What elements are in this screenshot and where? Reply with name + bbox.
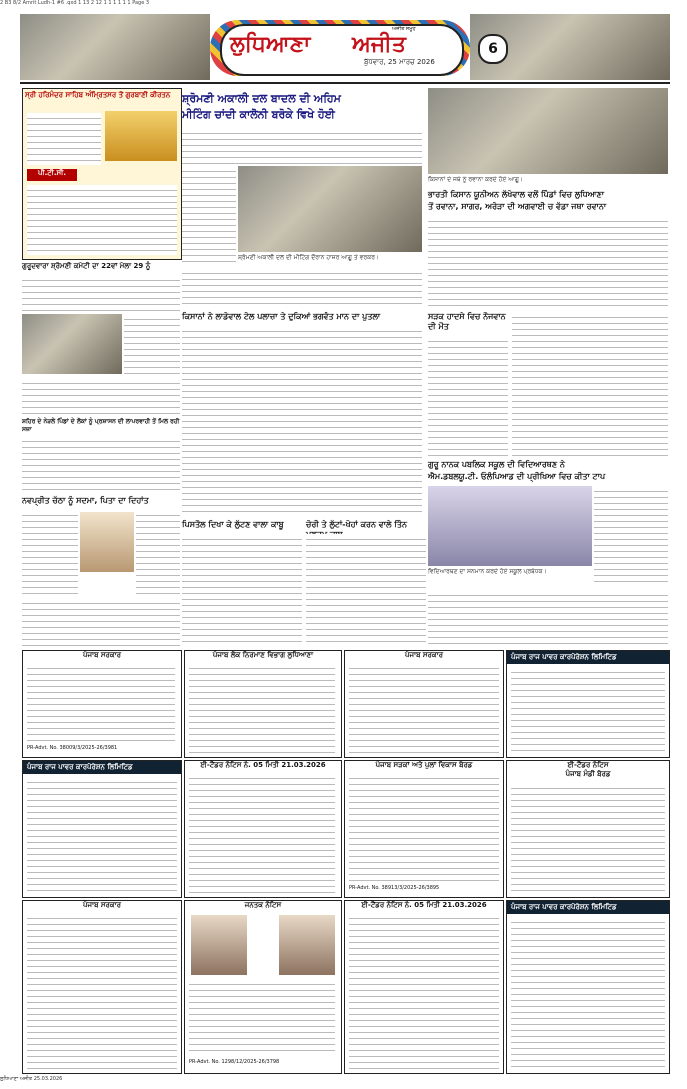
ad-pr-no: PR-Advt. No. 1298/12/2025-26/3798: [189, 1059, 280, 1065]
obit-story-text-2: [136, 510, 180, 596]
ad-tender-title: ਈ-ਟੈਂਡਰ ਨੋਟਿਸ ਨੰ. 05 ਮਿਤੀ 21.03.2026: [361, 901, 487, 909]
lead-headline-2: ਮੀਟਿੰਗ ਚਾਂਦੀ ਕਾਲੋਨੀ ਬਰੋਕੇ ਵਿਖੇ ਹੋਈ: [182, 108, 335, 121]
child-photo-1: [191, 915, 247, 975]
school-photo-caption: ਵਿਦਿਆਰਥਣ ਦਾ ਸਨਮਾਨ ਕਰਦੇ ਹੋਏ ਸਕੂਲ ਪ੍ਰਬੰਧਕ।: [428, 568, 547, 575]
theft-story-text: [306, 534, 426, 644]
school-story-text-2: [428, 590, 668, 646]
farmers-photo-caption: ਕਿਸਾਨਾਂ ਦੇ ਜਥੇ ਨੂੰ ਰਵਾਨਾ ਕਰਦੇ ਹੋਏ ਆਗੂ।: [428, 176, 523, 183]
accident-headline: ਸੜਕ ਹਾਦਸੇ ਵਿਚ ਨੌਜਵਾਨ ਦੀ ਮੌਤ: [428, 312, 506, 331]
ad-text: [27, 777, 177, 893]
fair-story-text-2: [124, 314, 180, 374]
school-headline-1: ਗੁਰੂ ਨਾਨਕ ਪਬਲਿਕ ਸਕੂਲ ਦੀ ਵਿਦਿਆਰਥਣ ਨੇ: [428, 460, 565, 469]
masthead-city: ਲੁਧਿਆਣਾ: [230, 32, 311, 57]
kirtan-ad-channel: ਪੀ.ਟੀ.ਸੀ.: [27, 169, 77, 181]
ad-text: [189, 663, 335, 753]
ad-text: [511, 917, 665, 1069]
protest-headline: ਕਿਸਾਨਾਂ ਨੇ ਲਾਡੋਵਾਲ ਟੋਲ ਪਲਾਜ਼ਾ ਤੇ ਦੁਕਿਆਂ ਭਗਵੰਤ ਮਾਨ ਦਾ ਪੁਤਲਾ: [182, 312, 381, 321]
lead-headline-1: ਸ਼੍ਰੋਮਣੀ ਅਕਾਲੀ ਦਲ ਬਾਦਲ ਦੀ ਅਹਿਮ: [182, 92, 341, 105]
ad-roads: [344, 760, 504, 898]
ad-text: [349, 913, 499, 1069]
ad-text: [27, 913, 177, 1069]
masthead: [20, 14, 670, 84]
masthead-photo-left: [20, 14, 210, 80]
kirtan-ad-text: [27, 113, 101, 165]
farmers-photo: [428, 88, 668, 174]
school-story-text: [594, 486, 668, 586]
kirtan-ad-title: ਸ੍ਰੀ ਹਰਿਮੰਦਰ ਸਾਹਿਬ ਅੰਮ੍ਰਿਤਸਰ ਤੋਂ ਗੁਰਬਾਣੀ ਕੀਰਤਨ: [25, 91, 171, 99]
ad-pspcl-3-title: ਪੰਜਾਬ ਰਾਜ ਪਾਵਰ ਕਾਰਪੋਰੇਸ਼ਨ ਲਿਮਿਟਿਡ: [507, 901, 669, 914]
ad-mandi-title: ਈ-ਟੈਂਡਰ ਨੋਟਿਸ: [567, 761, 609, 769]
farmers-story-text: [428, 216, 668, 308]
accident-story-text: [428, 336, 508, 456]
ad-punjab-sarkar-1: [22, 650, 182, 758]
ad-pspcl-2: [22, 760, 182, 898]
farmers-headline-1: ਭਾਰਤੀ ਕਿਸਾਨ ਯੂਨੀਅਨ ਲੱਖੋਵਾਲ ਵਲੋਂ ਪਿੰਡਾਂ ਵਿਚ ਲੁਧਿਆਣਾ: [428, 190, 604, 199]
print-slug: 2 B3 8/2 Amrit Ludh-1 #6 .qxd 1 13 2 12 1 1 1 1 1 1 Page 3: [0, 0, 150, 6]
ad-tender: [344, 900, 504, 1074]
masthead-core: [220, 24, 464, 76]
ad-university-title: ਪੰਜਾਬ ਸਰਕਾਰ: [82, 901, 121, 909]
ad-pspcl-1: [506, 650, 670, 758]
ad-roads-title: ਪੰਜਾਬ ਸੜਕਾਂ ਅਤੇ ਪੁਲਾਂ ਵਿਕਾਸ ਬੋਰਡ: [375, 761, 473, 769]
school-headline-2: ਐਮ.ਡਬਲਯੂ.ਟੀ. ਓਲੰਪਿਆਡ ਦੀ ਪ੍ਰੀਖਿਆ ਵਿਚ ਕੀਤਾ ਟਾਪ: [428, 472, 606, 481]
golden-temple-photo: [105, 111, 177, 161]
ad-punjab-sarkar-2: [344, 650, 504, 758]
ad-pspcl-3: [506, 900, 670, 1074]
ad-mandi: [506, 760, 670, 898]
villages-headline: ਸ਼ਹਿਰ ਦੇ ਨੇੜਲੇ ਪਿੰਡਾਂ ਦੇ ਲੋਕਾਂ ਨੂੰ ਪ੍ਰਸ਼ਾਸਨ ਦੀ ਲਾਪਰਵਾਹੀ ਤੋਂ ਮਿਲ ਰਹੀ ਸਜ਼ਾ: [22, 418, 180, 433]
lead-photo: [238, 166, 422, 252]
lead-story-text-col: [182, 166, 236, 262]
ad-text: [349, 773, 499, 881]
ad-text: [27, 663, 175, 741]
child-photo-2: [279, 915, 335, 975]
school-photo: [428, 486, 592, 566]
ad-punjab-sarkar-2-title: ਪੰਜਾਬ ਸਰਕਾਰ: [404, 651, 443, 659]
kirtan-ad-text-2: [27, 185, 177, 255]
ad-text: [511, 783, 665, 893]
ad-text: [189, 773, 335, 893]
ad-mandi-board: ਪੰਜਾਬ ਮੰਡੀ ਬੋਰਡ: [565, 770, 611, 778]
ad-public-notice-title: ਜਨਤਕ ਨੋਟਿਸ: [244, 901, 282, 909]
theft-headline: ਚੋਰੀ ਤੇ ਲੁੱਟਾਂ-ਖੋਹਾਂ ਕਰਨ ਵਾਲੇ ਤਿੰਨ: [306, 520, 407, 529]
ad-punjab-sarkar-1-title: ਪੰਜਾਬ ਸਰਕਾਰ: [82, 651, 121, 659]
page-footer: ਲੁਧਿਆਣਾ ਅਜੀਤ 25.03.2026: [0, 1076, 63, 1082]
crime-story-text: [182, 534, 302, 644]
obit-story-text-3: [22, 598, 180, 648]
ad-text: [349, 663, 499, 753]
ad-text: [189, 979, 335, 1055]
fair-headline: ਗੁਰੂਦਵਾਰਾ ਸ਼੍ਰੋਮਣੀ ਕਮੇਟੀ ਦਾ 22ਵਾਂ ਮੇਲਾ 29 ਨੂੰ: [22, 262, 151, 270]
masthead-name: ਅਜੀਤ: [352, 32, 406, 57]
masthead-tag: ਅਜੀਤ ਸਮੂਹ: [392, 26, 416, 32]
obit-story-text: [22, 510, 78, 596]
farmers-headline-2: ਤੋਂ ਰਵਾਨਾ, ਸਾਗਰ, ਅਰੋੜਾ ਦੀ ਅਗਵਾਈ ਚ ਵੱਡਾ ਜਥਾ ਰਵਾਨਾ: [428, 202, 607, 211]
ad-table-title: ਈ-ਟੈਂਡਰ ਨੋਟਿਸ ਨੰ. 05 ਮਿਤੀ 21.03.2026: [200, 761, 326, 769]
lead-story-text: [182, 128, 422, 164]
ad-university: [22, 900, 182, 1074]
kirtan-ad: [22, 88, 182, 260]
fair-story-text: [22, 275, 180, 311]
ad-utility-title: ਪੰਜਾਬ ਲੋਕ ਨਿਰਮਾਣ ਵਿਭਾਗ ਲੁਧਿਆਣਾ: [212, 651, 314, 659]
villages-story-text: [22, 436, 180, 492]
ad-pspcl-1-title: ਪੰਜਾਬ ਰਾਜ ਪਾਵਰ ਕਾਰਪੋਰੇਸ਼ਨ ਲਿਮਿਟਿਡ: [507, 651, 669, 664]
crime-headline: ਪਿਸਤੌਲ ਦਿਖਾ ਕੇ ਲੁੱਟਣ ਵਾਲਾ ਕਾਬੂ: [182, 520, 284, 529]
protest-story-text: [182, 326, 422, 516]
ad-table: [184, 760, 342, 898]
fair-photo: [22, 314, 122, 374]
page-number: 6: [478, 34, 508, 64]
lead-photo-caption: ਸ਼੍ਰੋਮਣੀ ਅਕਾਲੀ ਦਲ ਦੀ ਮੀਟਿੰਗ ਦੌਰਾਨ ਹਾਜ਼ਰ ਆਗੂ ਤੇ ਵਰਕਰ।: [238, 254, 379, 261]
obit-photo: [80, 512, 134, 572]
ad-utility: [184, 650, 342, 758]
fair-story-text-3: [22, 378, 180, 414]
ad-public-notice: [184, 900, 342, 1074]
mid-text-strip: [182, 268, 422, 308]
ad-pspcl-2-title: ਪੰਜਾਬ ਰਾਜ ਪਾਵਰ ਕਾਰਪੋਰੇਸ਼ਨ ਲਿਮਿਟਿਡ: [23, 761, 181, 774]
ad-text: [511, 667, 665, 753]
obit-headline: ਨਵਪ੍ਰੀਤ ਚੱਠਾ ਨੂੰ ਸਦਮਾ, ਪਿਤਾ ਦਾ ਦਿਹਾਂਤ: [22, 496, 149, 505]
farmers-story-text-2: [512, 312, 668, 456]
masthead-date: ਬੁੱਧਵਾਰ, 25 ਮਾਰਚ 2026: [364, 58, 435, 66]
ad-pr-no: PR-Advt. No. 38009/3/2025-26/3981: [27, 745, 118, 751]
ad-pr-no: PR-Advt. No. 38913/3/2025-26/3895: [349, 885, 440, 891]
